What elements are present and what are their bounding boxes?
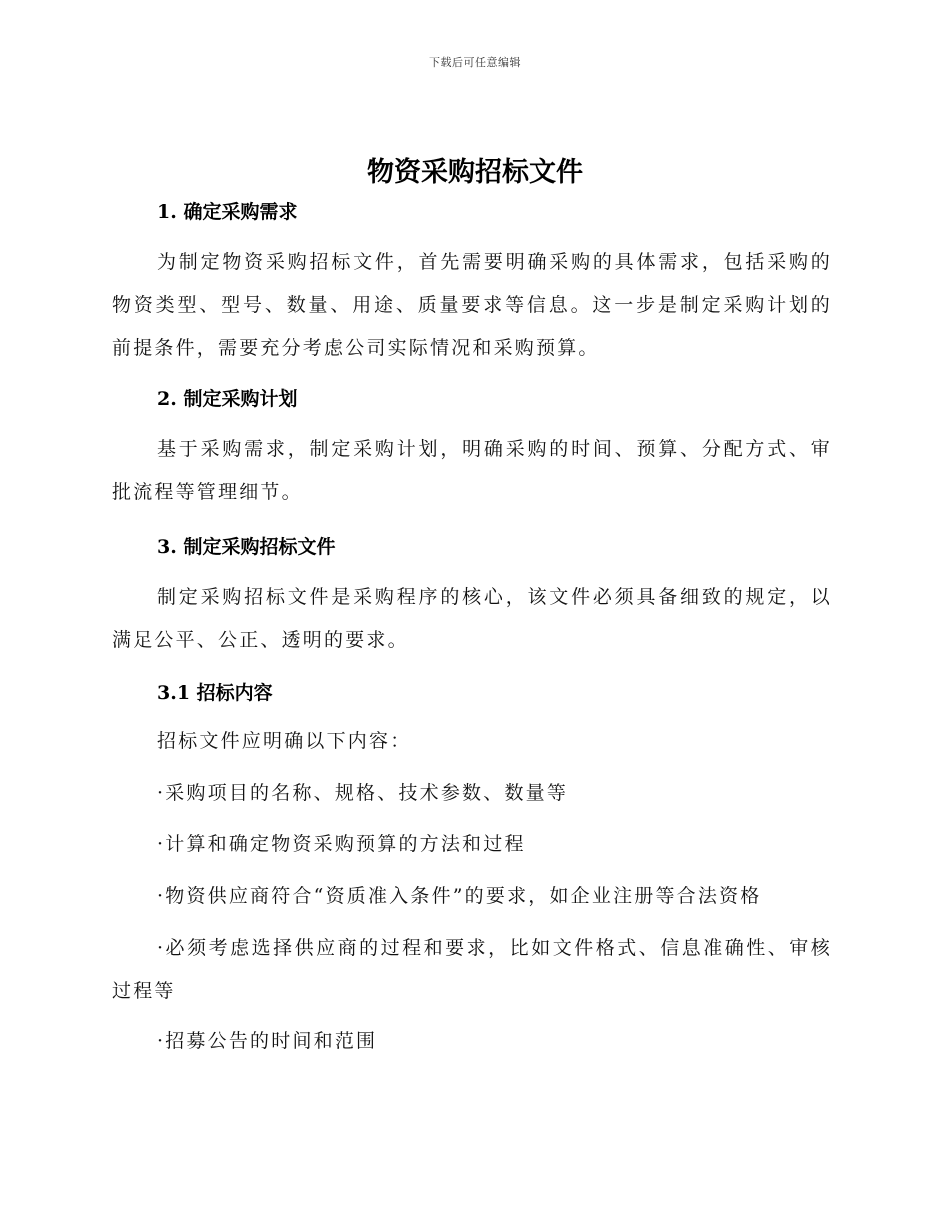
list-item-text: 计算和确定物资采购预算的方法和过程	[165, 833, 526, 855]
section-heading-3: 3. 制定采购招标文件	[157, 536, 336, 558]
list-item-text: 招募公告的时间和范围	[165, 1030, 378, 1052]
list-item	[112, 927, 832, 1013]
bullet-dot: ·	[157, 782, 166, 804]
list-item-text: 采购项目的名称、规格、技术参数、数量等	[165, 782, 569, 804]
list-item	[112, 823, 832, 866]
list-item	[112, 1020, 832, 1063]
bullet-dot: ·	[157, 1030, 166, 1052]
bullet-dot: ·	[157, 885, 166, 907]
list-item-text: 物资供应商符合“资质准入条件”的要求，如企业注册等合法资格	[165, 885, 762, 907]
bullet-dot: ·	[157, 937, 166, 959]
section-heading-1: 1. 确定采购需求	[157, 201, 298, 223]
page-header-note: 下载后可任意编辑	[429, 56, 521, 69]
section-paragraph-3: 制定采购招标文件是采购程序的核心，该文件必须具备细致的规定，以满足公平、公正、透明的要求。	[112, 586, 832, 651]
bullet-dot: ·	[157, 833, 166, 855]
document-title: 物资采购招标文件	[367, 157, 583, 188]
section-heading-3-1: 3.1 招标内容	[157, 682, 273, 704]
section-paragraph-3-1: 招标文件应明确以下内容：	[157, 730, 412, 752]
section-paragraph-1: 为制定物资采购招标文件，首先需要明确采购的具体需求，包括采购的物资类型、型号、数量、用途、质量要求等信息。这一步是制定采购计划的前提条件，需要充分考虑公司实际情况和采购预算。	[112, 251, 832, 359]
list-item	[112, 875, 832, 918]
list-item-text: 必须考虑选择供应商的过程和要求，比如文件格式、信息准确性、审核过程等	[112, 937, 832, 1002]
list-item	[112, 772, 832, 815]
section-heading-2: 2. 制定采购计划	[157, 388, 298, 410]
section-paragraph-2: 基于采购需求，制定采购计划，明确采购的时间、预算、分配方式、审批流程等管理细节。	[112, 438, 832, 503]
